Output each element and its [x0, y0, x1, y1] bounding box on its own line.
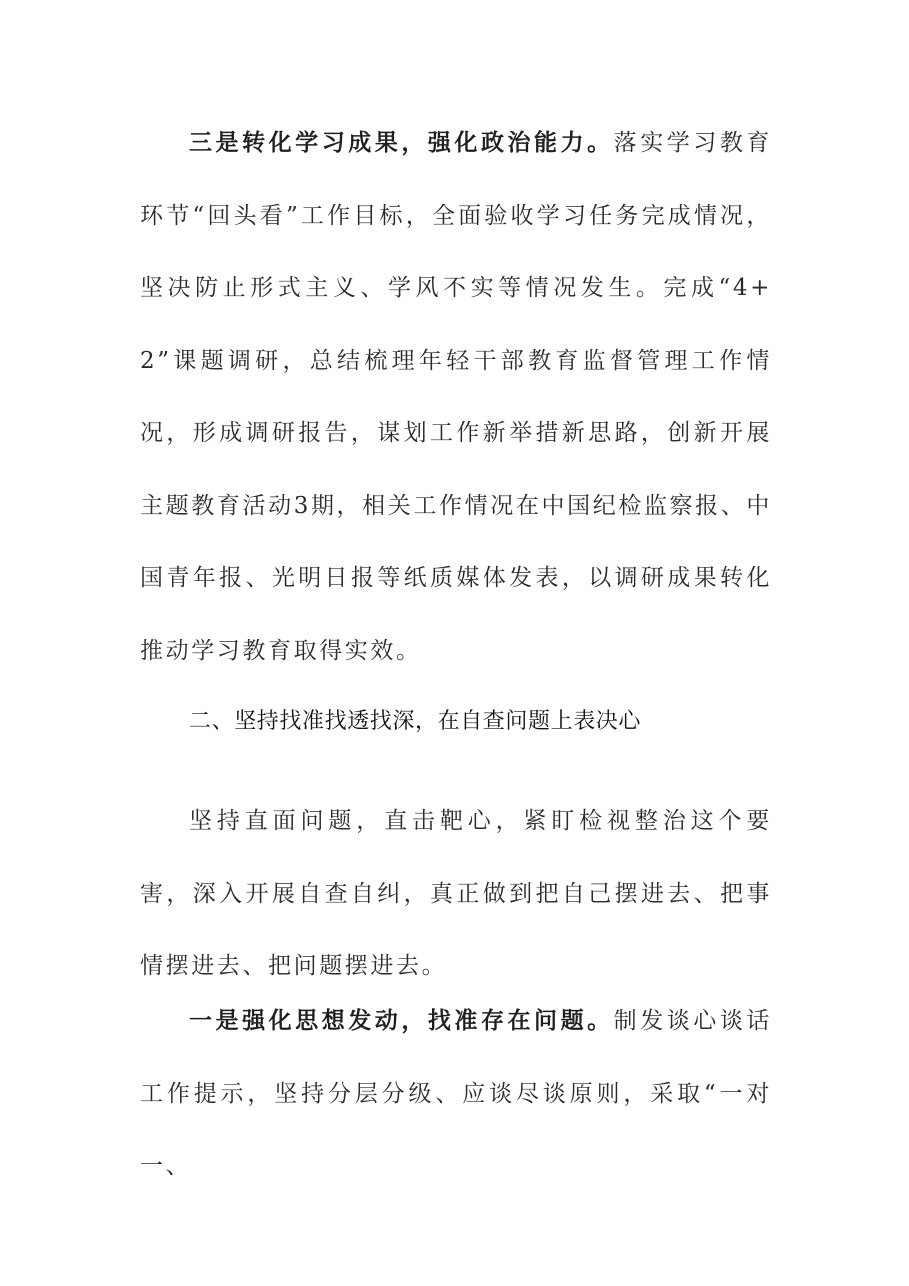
paragraph-1	[140, 107, 772, 687]
paragraph-3	[140, 985, 772, 1203]
paragraph-1-lead: 三是转化学习成果，强化政治能力。	[189, 129, 614, 156]
paragraph-3-body: 制发谈心谈话工作提示，坚持分层分级、应谈尽谈原则，采取“一对一、	[140, 1008, 772, 1179]
paragraph-1-body: 落实学习教育环节“回头看”工作目标，全面验收学习任务完成情况，坚决防止形式主义、学风不实等情况发生。完成“4+2”课题调研，总结梳理年轻干部教育监督管理工作情况，形成调研报告，谋划工作新举措新思路，创新开展主题教育活动3期，相关工作情况在中国纪检监察报、中国青年报、光明日报等纸质媒体发表，以调研成果转化推动学习教育取得实效。	[140, 130, 772, 664]
paragraph-3-lead: 一是强化思想发动，找准存在问题。	[189, 1007, 614, 1034]
paragraph-2-body: 坚持直面问题，直击靶心，紧盯检视整治这个要害，深入开展自查自纠，真正做到把自己摆进去、把事情摆进去、把问题摆进去。	[140, 808, 772, 979]
section-heading: 二、坚持找准找透找深，在自查问题上表决心	[189, 709, 642, 734]
paragraph-2	[140, 785, 772, 1003]
